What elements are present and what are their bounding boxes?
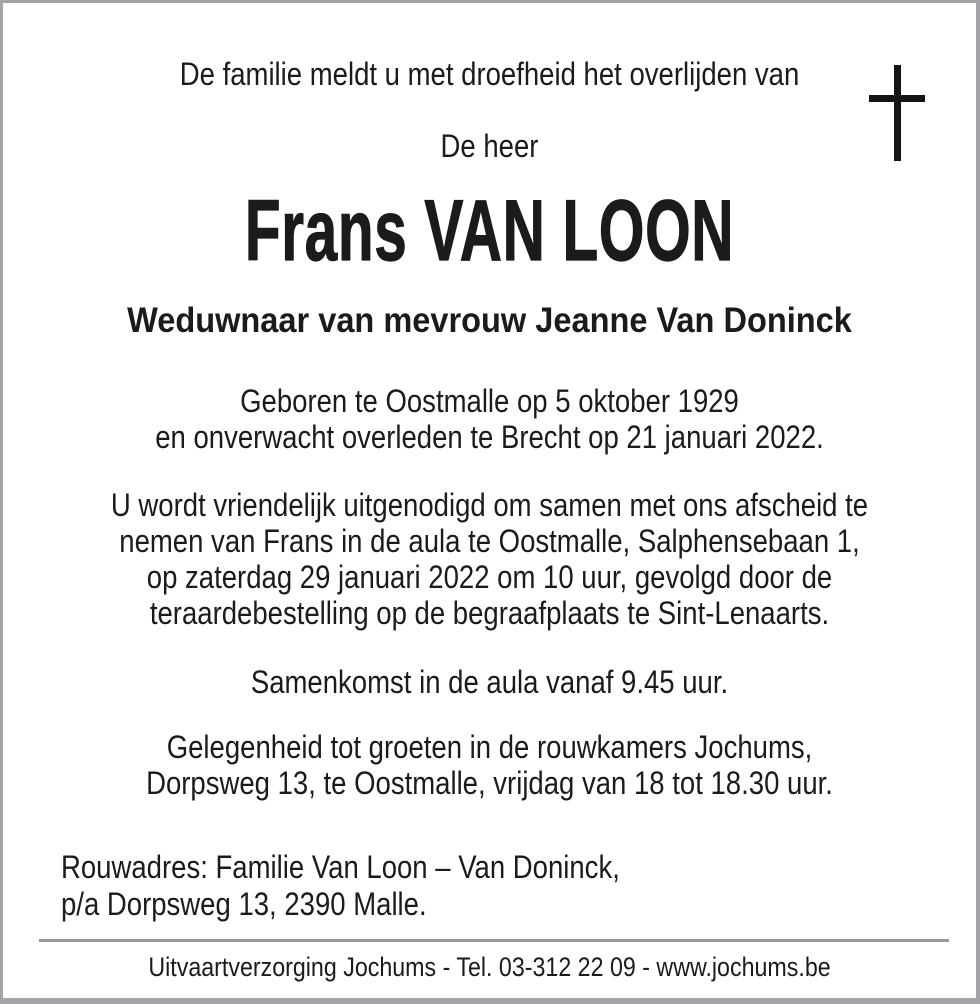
deceased-name: Frans VAN LOON: [244, 183, 735, 279]
invitation-line: op zaterdag 29 januari 2022 om 10 uur, gevolgd door de: [146, 559, 833, 595]
intro-text: De familie meldt u met droefheid het overlijden van: [179, 56, 800, 92]
visitation-line: Dorpsweg 13, te Oostmalle, vrijdag van 18 tot 18.30 uur.: [146, 765, 833, 801]
visitation-line: Gelegenheid tot groeten in de rouwkamers Jochums,: [166, 729, 813, 765]
mourning-address-line: p/a Dorpsweg 13, 2390 Malle.: [61, 886, 427, 922]
salutation-text: De heer: [440, 128, 539, 164]
relation-text: Weduwnaar van mevrouw Jeanne Van Doninck: [127, 301, 852, 340]
mourning-address-line: Rouwadres: Familie Van Loon – Van Doninck,: [61, 849, 620, 885]
invitation-line: nemen van Frans in de aula te Oostmalle, Salphensebaan 1,: [119, 523, 860, 559]
gathering-line: Samenkomst in de aula vanaf 9.45 uur.: [250, 664, 729, 700]
invitation-line: teraardebestelling op de begraafplaats te Sint-Lenaarts.: [149, 595, 830, 631]
funeral-home-footer: Uitvaartverzorging Jochums - Tel. 03-312 22 09 - www.jochums.be: [148, 952, 831, 982]
invitation-line: U wordt vriendelijk uitgenodigd om samen met ons afscheid te: [110, 487, 869, 523]
cross-horizontal-bar: [869, 95, 925, 102]
death-line: en onverwacht overleden te Brecht op 21 januari 2022.: [155, 419, 824, 455]
footer-divider: [39, 939, 949, 942]
birth-line: Geboren te Oostmalle op 5 oktober 1929: [240, 383, 739, 419]
